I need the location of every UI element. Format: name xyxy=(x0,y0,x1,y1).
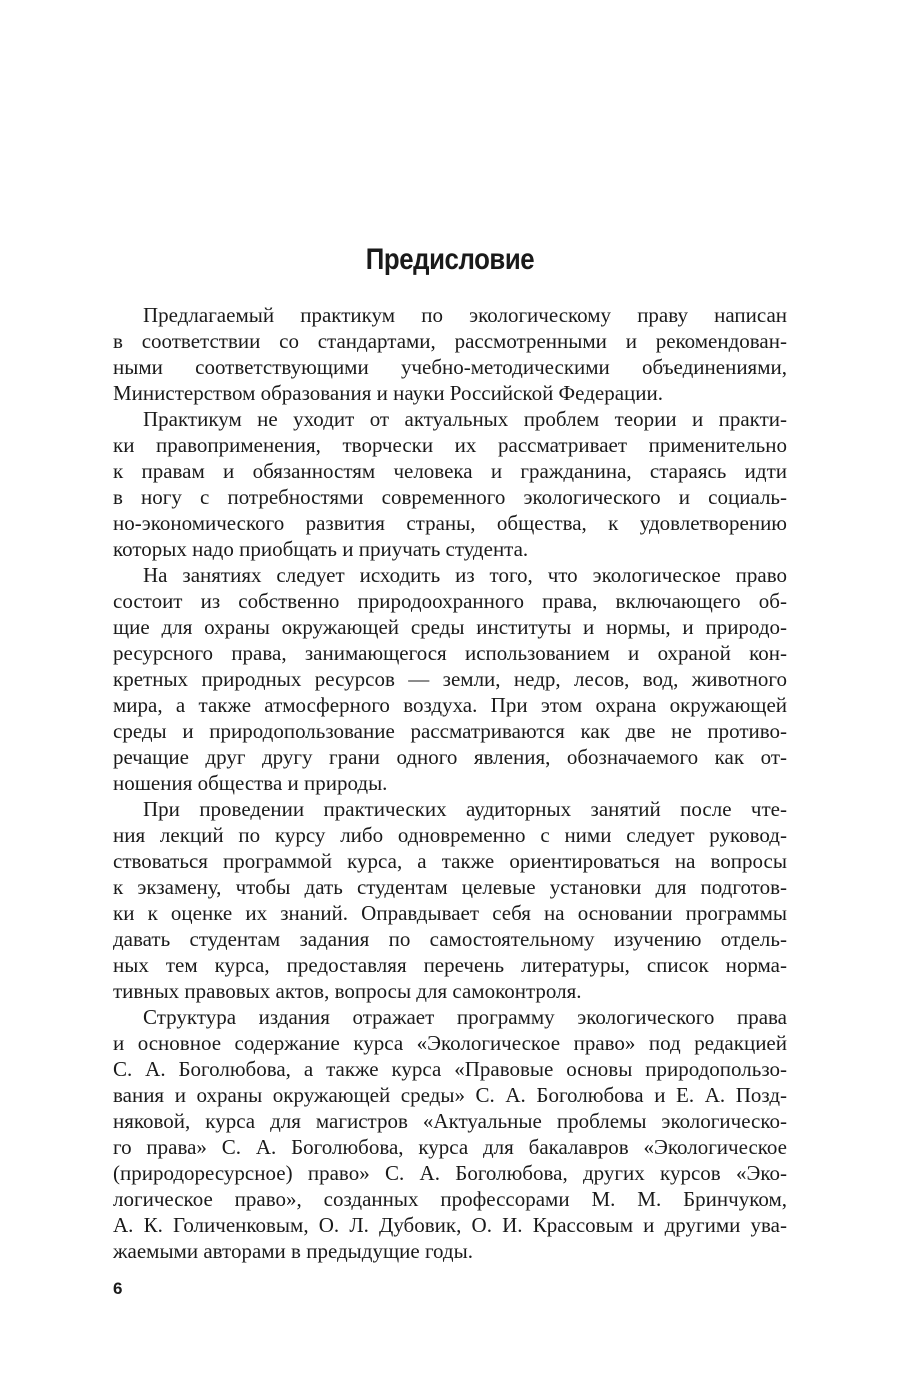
text-line: но-экономического развития страны, общества, к удовлетворению xyxy=(113,511,787,535)
text-line: ки правоприменения, творчески их рассматривает применительно xyxy=(113,433,787,457)
text-line: жаемыми авторами в предыдущие годы. xyxy=(113,1239,473,1263)
text-line: А. К. Голиченковым, О. Л. Дубовик, О. И. Крассовым и другими ува- xyxy=(113,1213,787,1237)
text-line: которых надо приобщать и приучать студента. xyxy=(113,537,529,561)
text-line: среды и природопользование рассматриваются как две не противо- xyxy=(113,719,787,743)
text-line: ными соответствующими учебно-методическими объединениями, xyxy=(113,355,787,379)
text-line: (природоресурсное) право» С. А. Боголюбова, других курсов «Эко- xyxy=(113,1161,787,1185)
text-line: го права» С. А. Боголюбова, курса для бакалавров «Экологическое xyxy=(113,1135,787,1159)
text-line: кретных природных ресурсов — земли, недр, лесов, вод, животного xyxy=(113,667,787,691)
text-line: ки к оценке их знаний. Оправдывает себя на основании программы xyxy=(113,901,787,925)
text-line: Предлагаемый практикум по экологическому праву написан xyxy=(143,303,787,327)
text-line: речащие друг другу грани одного явления, обозначаемого как от- xyxy=(113,745,787,769)
text-line: ствоваться программой курса, а также ориентироваться на вопросы xyxy=(113,849,787,873)
text-line: Практикум не уходит от актуальных проблем теории и практи- xyxy=(143,407,787,431)
page-title: Предисловие xyxy=(365,243,535,277)
text-line: При проведении практических аудиторных занятий после чте- xyxy=(143,797,787,821)
text-line: Структура издания отражает программу экологического права xyxy=(143,1005,787,1029)
text-line: логическое право», созданных профессорами М. М. Бринчуком, xyxy=(113,1187,787,1211)
text-line: Министерством образования и науки Российской Федерации. xyxy=(113,381,663,405)
text-line: щие для охраны окружающей среды институты и нормы, и природо- xyxy=(113,615,787,639)
text-line: и основное содержание курса «Экологическое право» под редакцией xyxy=(113,1031,787,1055)
text-line: С. А. Боголюбова, а также курса «Правовые основы природопользо- xyxy=(113,1057,787,1081)
page-number: 6 xyxy=(113,1279,123,1298)
text-line: в соответствии со стандартами, рассмотренными и рекомендован- xyxy=(113,329,787,353)
text-line: ных тем курса, предоставляя перечень литературы, список норма- xyxy=(113,953,787,977)
text-line: вания и охраны окружающей среды» С. А. Боголюбова и Е. А. Позд- xyxy=(113,1083,787,1107)
text-line: ресурсного права, занимающегося использованием и охраной кон- xyxy=(113,641,787,665)
text-line: к экзамену, чтобы дать студентам целевые установки для подготов- xyxy=(113,875,787,899)
text-line: в ногу с потребностями современного экологического и социаль- xyxy=(113,485,787,509)
text-line: няковой, курса для магистров «Актуальные проблемы экологическо- xyxy=(113,1109,787,1133)
text-line: ния лекций по курсу либо одновременно с ними следует руковод- xyxy=(113,823,787,847)
text-line: давать студентам задания по самостоятельному изучению отдель- xyxy=(113,927,787,951)
text-line: На занятиях следует исходить из того, что экологическое право xyxy=(143,563,787,587)
text-line: ношения общества и природы. xyxy=(113,771,388,795)
text-line: состоит из собственно природоохранного права, включающего об- xyxy=(113,589,787,613)
text-line: тивных правовых актов, вопросы для самоконтроля. xyxy=(113,979,582,1003)
text-line: мира, а также атмосферного воздуха. При этом охрана окружающей xyxy=(113,693,787,717)
text-line: к правам и обязанностям человека и гражданина, стараясь идти xyxy=(113,459,787,483)
